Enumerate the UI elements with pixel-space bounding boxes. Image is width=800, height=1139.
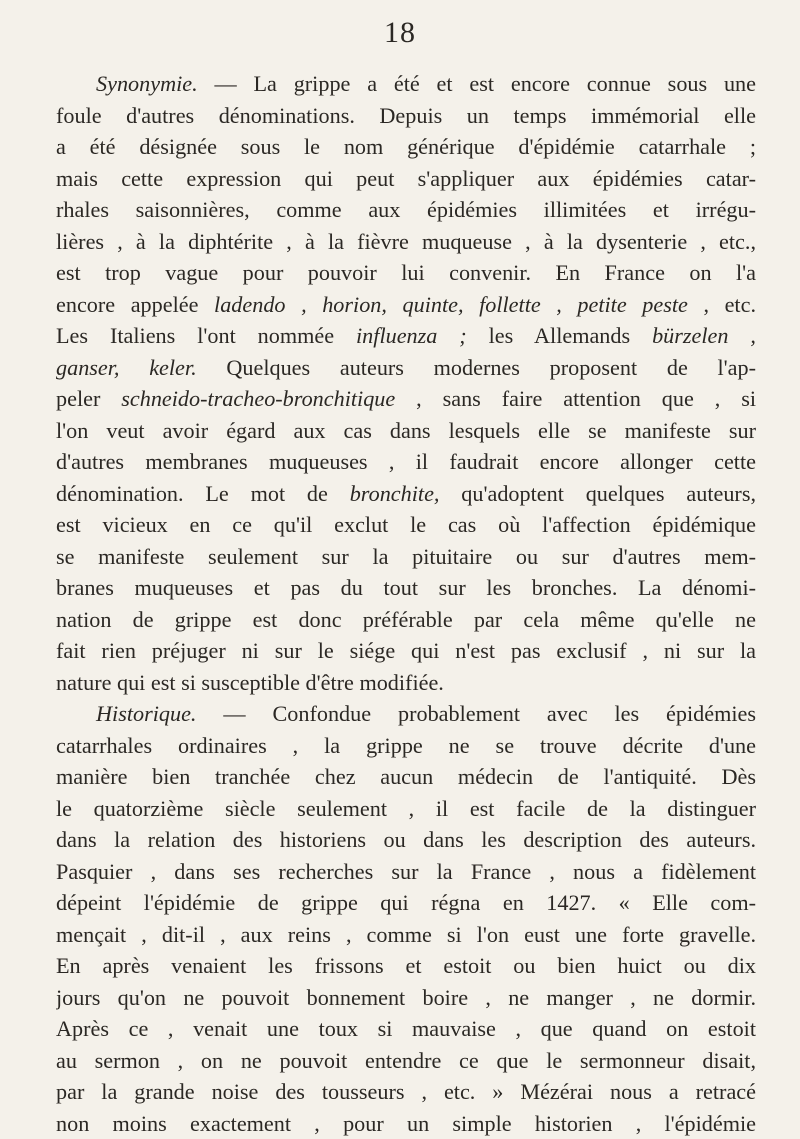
text-run: branes muqueuses et pas du tout sur les bronches. La dénomi- [56,575,756,600]
text-run: encore appelée [56,292,214,317]
text-run: Pasquier , dans ses recherches sur la France , nous a fidèlement [56,859,756,884]
text-run: — Confondue probablement avec les épidémies [196,701,756,726]
text-line [56,572,756,604]
text-run: , etc. [688,292,756,317]
text-line [56,824,756,856]
italic-text: ganser, keler. [56,355,197,380]
italic-text: ladendo , horion, quinte, follette , petite peste [214,292,688,317]
text-line [56,194,756,226]
text-run: lières , à la diphtérite , à la fièvre muqueuse , à la dysenterie , etc., [56,229,756,254]
text-run: par la grande noise des tousseurs , etc. » Mézérai nous a retracé [56,1079,756,1104]
italic-text: bronchite, [350,481,440,506]
text-line [56,856,756,888]
italic-text: influenza ; [356,323,467,348]
text-line [56,887,756,919]
text-line [56,320,756,352]
text-run: dénomination. Le mot de [56,481,350,506]
text-line [56,982,756,1014]
text-run: jours qu'on ne pouvoit bonnement boire , ne manger , ne dormir. [56,985,756,1010]
text-line [56,509,756,541]
text-run: dans la relation des historiens ou dans les description des auteurs. [56,827,756,852]
text-run: a été désignée sous le nom générique d'épidémie catarrhale ; [56,134,756,159]
text-run: l'on veut avoir égard aux cas dans lesquels elle se manifeste sur [56,418,756,443]
text-run: Les Italiens l'ont nommée [56,323,356,348]
text-run: d'autres membranes muqueuses , il faudrait encore allonger cette [56,449,756,474]
text-run: est trop vague pour pouvoir lui convenir. En France on l'a [56,260,756,285]
text-run: se manifeste seulement sur la pituitaire ou sur d'autres mem- [56,544,756,569]
text-run: En après venaient les frissons et estoit ou bien huict ou dix [56,953,756,978]
text-run: au sermon , on ne pouvoit entendre ce que le sermonneur disait, [56,1048,756,1073]
text-line [56,950,756,982]
italic-text: bürzelen , [652,323,756,348]
text-run: fait rien préjuger ni sur le siége qui n'est pas exclusif , ni sur la [56,638,756,663]
text-line [56,1076,756,1108]
text-line [56,541,756,573]
text-run: le quatorzième siècle seulement , il est facile de la distinguer [56,796,756,821]
text-line [56,446,756,478]
text-line [56,226,756,258]
text-line [56,698,756,730]
text-run: nation de grippe est donc préférable par cela même qu'elle ne [56,607,756,632]
page-number: 18 [0,16,800,50]
text-run: foule d'autres dénominations. Depuis un temps immémorial elle [56,103,756,128]
text-run: dépeint l'épidémie de grippe qui régna en 1427. « Elle com- [56,890,756,915]
text-line [56,761,756,793]
text-run: mais cette expression qui peut s'appliquer aux épidémies catar- [56,166,756,191]
body-text [56,68,756,1139]
text-run: manière bien tranchée chez aucun médecin de l'antiquité. Dès [56,764,756,789]
text-run: Quelques auteurs modernes proposent de l'ap- [197,355,756,380]
text-line [56,257,756,289]
text-line [56,604,756,636]
text-run: qu'adoptent quelques auteurs, [439,481,756,506]
text-line [56,1108,756,1139]
text-line [56,383,756,415]
text-line [56,793,756,825]
text-run: est vicieux en ce qu'il exclut le cas où l'affection épidémique [56,512,756,537]
italic-text: schneido-tracheo-bronchitique [121,386,395,411]
text-run: nature qui est si susceptible d'être modifiée. [56,670,444,695]
text-line [56,352,756,384]
text-line [56,100,756,132]
text-line [56,289,756,321]
text-line [56,1013,756,1045]
text-line [56,919,756,951]
text-run: mençait , dit-il , aux reins , comme si l'on eust une forte gravelle. [56,922,756,947]
text-run: peler [56,386,121,411]
text-line [56,68,756,100]
text-line [56,478,756,510]
text-line [56,1045,756,1077]
text-line [56,415,756,447]
text-line [56,635,756,667]
italic-text: Historique. [96,701,196,726]
text-line [56,667,756,699]
text-run: rhales saisonnières, comme aux épidémies illimitées et irrégu- [56,197,756,222]
text-run: les Allemands [467,323,652,348]
text-run: , sans faire attention que , si [395,386,756,411]
text-line [56,163,756,195]
italic-text: Synonymie. [96,71,198,96]
text-run: non moins exactement , pour un simple historien , l'épidémie [56,1111,756,1136]
text-run: catarrhales ordinaires , la grippe ne se trouve décrite d'une [56,733,756,758]
text-line [56,730,756,762]
text-run: — La grippe a été et est encore connue sous une [198,71,756,96]
text-line [56,131,756,163]
text-run: Après ce , venait une toux si mauvaise , que quand on estoit [56,1016,756,1041]
